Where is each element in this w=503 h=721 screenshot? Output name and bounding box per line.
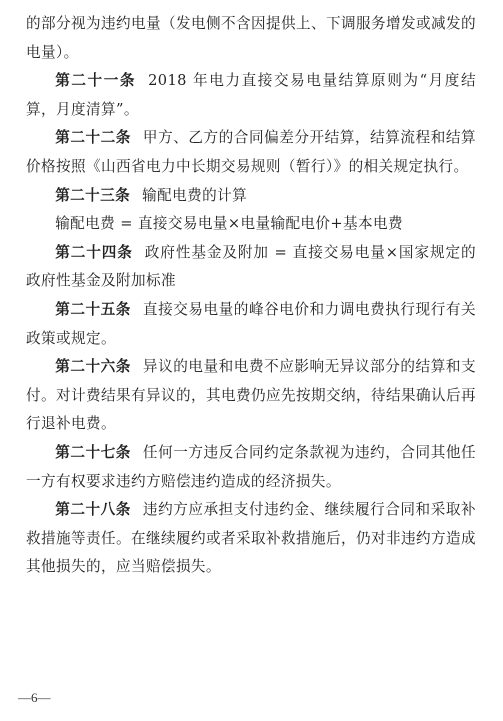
article-text: 政府性基金及附加 = 直接交易电量×国家规定的政府性基金及附加标准 (26, 243, 476, 290)
article-number: 第二十六条 (55, 358, 131, 376)
article-text: 直接交易电量的峰谷电价和力调电费执行现行有关政策或规定。 (26, 300, 476, 347)
article-text: 输配电费的计算 (142, 186, 248, 204)
article-text: 甲方、乙方的合同偏差分开结算，结算流程和结算价格按照《山西省电力中长期交易规则（暂行）》的相关规定执行。 (26, 129, 476, 175)
article-25 (26, 296, 476, 353)
article-number: 第二十五条 (55, 300, 131, 318)
article-number: 第二十三条 (55, 186, 131, 204)
article-28 (26, 496, 476, 582)
article-21 (26, 67, 476, 124)
article-27 (26, 439, 476, 496)
article-22 (26, 124, 476, 181)
document-body (26, 10, 476, 582)
article-number: 第二十七条 (55, 443, 131, 461)
article-text: 任何一方违反合同约定条款视为违约，合同其他任一方有权要求违约方赔偿违约造成的经济损失。 (26, 443, 476, 490)
article-number: 第二十八条 (55, 501, 131, 519)
continuation-paragraph: 的部分视为违约电量（发电侧不含因提供上、下调服务增发或减发的电量）。 (26, 15, 476, 61)
article-23 (26, 182, 476, 211)
formula-paragraph: 输配电费 = 直接交易电量×电量输配电价+基本电费 (55, 215, 404, 233)
article-number: 第二十二条 (55, 129, 131, 147)
article-number: 第二十一条 (55, 72, 137, 90)
article-text: 2018 年电力直接交易电量结算原则为“月度结算，月度清算”。 (26, 72, 476, 118)
article-26 (26, 353, 476, 439)
article-24 (26, 239, 476, 296)
article-text: 异议的电量和电费不应影响无异议部分的结算和支付。对计费结果有异议的，其电费仍应先按期交纳，待结果确认后再行退补电费。 (26, 358, 476, 433)
article-number: 第二十四条 (55, 243, 133, 261)
page-number: —6— (18, 690, 51, 705)
article-text: 违约方应承担支付违约金、继续履行合同和采取补救措施等责任。在继续履约或者采取补救措施后，仍对非违约方造成其他损失的，应当赔偿损失。 (26, 501, 476, 576)
